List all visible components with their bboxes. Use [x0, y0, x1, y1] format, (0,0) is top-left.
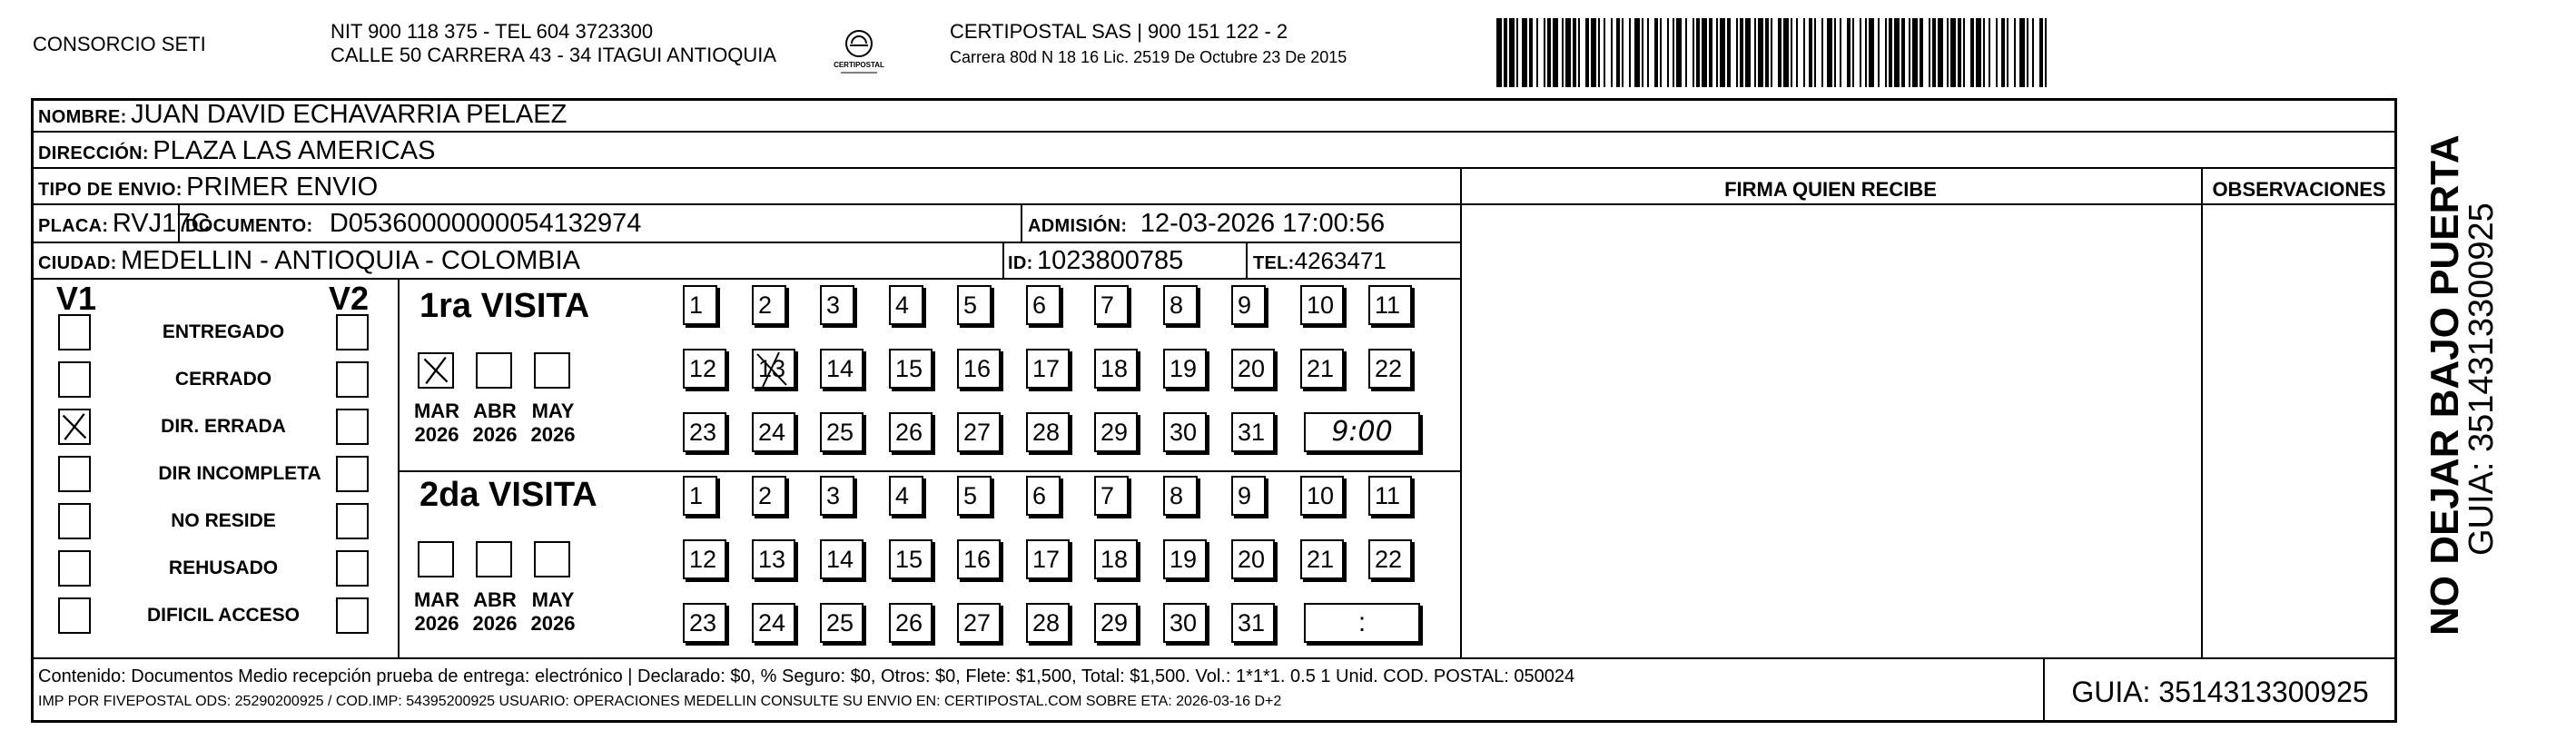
admision-field [1028, 210, 1385, 242]
visit1-day-number: 7 [1100, 291, 1115, 319]
visit1-day-number: 21 [1307, 355, 1335, 382]
x-mark-icon [419, 354, 452, 387]
ciudad-label: CIUDAD: [38, 253, 117, 273]
visit1-day-number: 17 [1032, 355, 1061, 382]
side-guia: GUIA: 3514313300925 [2462, 202, 2501, 556]
barcode-bar [1809, 18, 1812, 87]
visit1-day-box[interactable] [957, 412, 1001, 452]
barcode-bar [1745, 18, 1751, 87]
visit2-day-box[interactable] [752, 539, 795, 579]
barcode-bar [1676, 18, 1682, 87]
observaciones-label: OBSERVACIONES [2212, 178, 2386, 201]
visit1-day-number: 25 [826, 419, 854, 446]
barcode-bar [1989, 18, 1990, 87]
barcode-bar [1598, 18, 1600, 87]
barcode-bar [1562, 18, 1564, 87]
barcode-bar [1754, 18, 1756, 87]
tipo-envio-row [38, 173, 378, 205]
visit2-day-number: 31 [1238, 609, 1266, 637]
visit2-day-box[interactable] [1094, 603, 1138, 643]
barcode-bar [1996, 18, 1998, 87]
barcode-bar [2014, 18, 2016, 87]
visit2-day-number: 8 [1170, 482, 1184, 509]
visit1-day-number: 28 [1032, 419, 1061, 446]
barcode-bar [2019, 18, 2025, 87]
visit1-day-number: 20 [1238, 355, 1266, 382]
visit2-day-number: 4 [895, 482, 910, 509]
barcode-bar [1840, 18, 1841, 87]
month-checkbox-mar[interactable] [418, 352, 454, 389]
barcode-bar [1604, 18, 1605, 87]
visit2-day-number: 18 [1100, 546, 1129, 573]
barcode-bar [1654, 18, 1658, 87]
visit1-day-box[interactable] [683, 412, 726, 452]
barcode-bar [1909, 18, 1910, 87]
status-option-label: NO RESIDE [171, 510, 276, 531]
visit1-day-number: 5 [963, 291, 978, 319]
barcode-bar [1970, 18, 1974, 87]
barcode-bar [1878, 18, 1880, 87]
footer-print-info: IMP POR FIVEPOSTAL ODS: 25290200925 / COD.IMP: 54395200925 USUARIO: OPERACIONES MEDELLIN CONSULTE SU ENVIO EN: CERTIPOSTAL.COM SOBRE ETA: 2026-03-16 D+2 [38, 694, 1282, 709]
visit2-day-number: 1 [689, 482, 704, 509]
barcode-bar [1720, 18, 1725, 87]
visit1-day-number: 13 [758, 355, 786, 382]
visit1-day-number: 8 [1170, 291, 1184, 319]
barcode-bar [1716, 18, 1718, 87]
month-checkbox-mar[interactable] [418, 541, 454, 577]
barcode-bar [1616, 18, 1620, 87]
barcode-bar [1869, 18, 1874, 87]
visit1-day-number: 27 [963, 419, 992, 446]
visit1-day-number: 19 [1170, 355, 1198, 382]
visit2-day-box[interactable] [1231, 603, 1275, 643]
month-checkbox-abr[interactable] [476, 352, 512, 389]
visit2-day-number: 12 [689, 546, 717, 573]
v1-checkbox[interactable] [58, 503, 91, 539]
barcode-bar [1834, 18, 1836, 87]
barcode-bar [1504, 18, 1507, 87]
visit1-day-box[interactable] [1163, 412, 1207, 452]
tel-value: 4263471 [1294, 247, 1387, 274]
documento-label: DOCUMENTO: [185, 216, 313, 236]
visit1-day-number: 3 [826, 291, 841, 319]
visit1-day-number: 1 [689, 291, 704, 319]
barcode-bar [1821, 18, 1823, 87]
barcode-bar [1827, 18, 1832, 87]
v2-checkbox[interactable] [336, 314, 369, 350]
month-label-may: MAY 2026 [530, 588, 576, 635]
visit2-day-box[interactable] [683, 603, 726, 643]
visit1-day-number: 29 [1100, 419, 1129, 446]
visit2-day-box[interactable] [820, 476, 854, 516]
status-option-label: DIR. ERRADA [161, 416, 286, 437]
visit1-day-box[interactable] [1026, 412, 1070, 452]
visit2-day-box[interactable] [1163, 539, 1207, 579]
barcode-bar [1622, 18, 1624, 87]
month-label-mar: MAR 2026 [413, 400, 460, 446]
visit2-day-number: 19 [1170, 546, 1198, 573]
visit1-day-number: 14 [826, 355, 854, 382]
svg-text:CERTIPOSTAL: CERTIPOSTAL [834, 61, 884, 69]
visit2-day-box[interactable] [1231, 476, 1266, 516]
visit2-day-box[interactable] [1300, 539, 1344, 579]
visit2-day-box[interactable] [1368, 476, 1412, 516]
visit1-day-box[interactable] [1094, 349, 1138, 389]
v1-checkbox[interactable] [58, 409, 91, 445]
barcode-bar [1693, 18, 1694, 87]
barcode-bar [1516, 18, 1518, 87]
barcode-bar [1565, 18, 1571, 87]
barcode-bar [1938, 18, 1943, 87]
address-line: CALLE 50 CARRERA 43 - 34 ITAGUI ANTIOQUIA [331, 44, 777, 66]
visit1-day-number: 22 [1375, 355, 1403, 382]
visit1-day-box[interactable] [752, 285, 786, 325]
visit1-day-box[interactable] [1300, 285, 1344, 325]
v1-checkbox[interactable] [58, 361, 91, 398]
v1-checkbox[interactable] [58, 597, 91, 634]
visit2-day-box[interactable] [1231, 539, 1275, 579]
visit1-day-box[interactable] [1368, 349, 1412, 389]
barcode-bar [1920, 18, 1923, 87]
v2-checkbox[interactable] [336, 550, 369, 587]
visit1-day-number: 15 [895, 355, 923, 382]
barcode-bar [1740, 18, 1743, 87]
visit2-day-box[interactable] [957, 603, 1001, 643]
visit1-day-number: 4 [895, 291, 910, 319]
month-label-abr: ABR 2026 [472, 588, 518, 635]
visit2-title: 2da VISITA [419, 476, 597, 514]
visit1-day-box[interactable] [1368, 285, 1412, 325]
visit1-day-box[interactable] [889, 349, 933, 389]
barcode-bar [1847, 18, 1851, 87]
visit1-day-box[interactable] [752, 349, 795, 389]
barcode-bar [1727, 18, 1731, 87]
visit2-day-box[interactable] [1094, 476, 1129, 516]
barcode-bar [1983, 18, 1985, 87]
barcode-bar [1791, 18, 1792, 87]
visit2-day-box[interactable] [1368, 539, 1412, 579]
barcode-bar [1894, 18, 1900, 87]
visit1-day-box[interactable] [1026, 349, 1070, 389]
visit2-day-box[interactable] [957, 476, 992, 516]
visit1-day-box[interactable] [752, 412, 795, 452]
id-value: 1023800785 [1037, 246, 1184, 275]
barcode-bar [1611, 18, 1613, 87]
tel-label: TEL: [1253, 253, 1295, 273]
barcode-bar [1647, 18, 1649, 87]
side-warning: NO DEJAR BAJO PUERTA [2423, 134, 2467, 636]
visit1-day-box[interactable] [889, 285, 923, 325]
visit1-day-box[interactable] [1163, 285, 1198, 325]
barcode-bar [1765, 18, 1769, 87]
visit2-day-box[interactable] [1163, 476, 1198, 516]
barcode-bar [1736, 18, 1738, 87]
visit2-day-box[interactable] [1094, 539, 1138, 579]
barcode-bar [1629, 18, 1631, 87]
visit1-day-number: 11 [1375, 291, 1401, 319]
v1-checkbox[interactable] [58, 314, 91, 350]
visit2-day-box[interactable] [957, 539, 1001, 579]
visit1-day-box[interactable] [683, 285, 717, 325]
tel-field [1253, 247, 1387, 279]
visit2-day-box[interactable] [1026, 476, 1061, 516]
visit2-day-box[interactable] [683, 476, 717, 516]
barcode-bar [1660, 18, 1662, 87]
visit1-day-box[interactable] [820, 349, 864, 389]
barcode-bar [1496, 18, 1502, 87]
visit2-day-number: 11 [1375, 482, 1401, 509]
tipo-envio-value: PRIMER ENVIO [186, 173, 379, 202]
visit1-day-number: 9 [1238, 291, 1252, 319]
barcode-bar [1547, 18, 1551, 87]
visit1-day-box[interactable] [1300, 349, 1344, 389]
barcode-bar [1634, 18, 1640, 87]
barcode-bar [1932, 18, 1936, 87]
visit2-day-number: 5 [963, 482, 978, 509]
v1-label: V1 [56, 280, 97, 317]
barcode-bar [1536, 18, 1538, 87]
nombre-label: NOMBRE: [38, 107, 127, 127]
nombre-value: JUAN DAVID ECHAVARRIA PELAEZ [131, 100, 568, 129]
barcode-bar [1901, 18, 1905, 87]
visit2-day-box[interactable] [1300, 476, 1344, 516]
placa-field [38, 210, 210, 242]
footer-content: Contenido: Documentos Medio recepción prueba de entrega: electrónico | Declarado: $0, % Seguro: $0, Otros: $0, Flete: $1,500, Total: $1,500. Vol.: 1*1*1. 0.5 1 Unid. COD. POSTAL: 050024 [38, 666, 1575, 686]
visit2-day-number: 10 [1307, 482, 1335, 509]
v2-label: V2 [329, 280, 370, 317]
visit2-day-box[interactable] [1026, 603, 1070, 643]
direccion-label: DIRECCIÓN: [38, 143, 149, 163]
barcode-bar [1573, 18, 1576, 87]
v2-checkbox[interactable] [336, 361, 369, 398]
visit2-day-number: 29 [1100, 609, 1129, 637]
visit1-day-number: 18 [1100, 355, 1129, 382]
barcode-bar [1783, 18, 1789, 87]
barcode-bar [1796, 18, 1798, 87]
visit2-day-box[interactable] [683, 539, 726, 579]
visit1-day-number: 10 [1307, 291, 1335, 319]
admision-label: ADMISIÓN: [1028, 216, 1128, 236]
visit1-day-number: 12 [689, 355, 717, 382]
direccion-row [38, 137, 435, 169]
visit2-day-box[interactable] [889, 476, 923, 516]
barcode-bar [2032, 18, 2034, 87]
firma-label: FIRMA QUIEN RECIBE [1724, 178, 1937, 201]
documento-field [185, 210, 641, 242]
nit-line: NIT 900 118 375 - TEL 604 3723300 [331, 20, 654, 43]
v2-checkbox[interactable] [336, 409, 369, 445]
barcode-bar [1778, 18, 1781, 87]
v1-checkbox[interactable] [58, 550, 91, 587]
ciudad-field [38, 247, 580, 279]
barcode-bar [1529, 18, 1533, 87]
visit1-day-number: 30 [1170, 419, 1198, 446]
visit2-day-number: 27 [963, 609, 992, 637]
visit1-day-box[interactable] [1231, 285, 1266, 325]
visit2-day-number: 17 [1032, 546, 1061, 573]
barcode-bar [1544, 18, 1545, 87]
barcode-bar [1667, 18, 1669, 87]
admision-value: 12-03-2026 17:00:56 [1140, 209, 1386, 238]
visit2-day-number: 9 [1238, 482, 1252, 509]
visit2-day-number: 15 [895, 546, 923, 573]
barcode-bar [1976, 18, 1981, 87]
visit1-day-box[interactable] [1094, 285, 1129, 325]
status-option-label: ENTREGADO [162, 321, 285, 342]
visit2-day-number: 21 [1307, 546, 1335, 573]
direccion-value: PLAZA LAS AMERICAS [153, 136, 436, 165]
visit1-day-box[interactable] [1163, 349, 1207, 389]
barcode-bar [1929, 18, 1930, 87]
visit1-day-number: 31 [1238, 419, 1266, 446]
barcode-bar [1673, 18, 1674, 87]
visit2-day-box[interactable] [889, 539, 933, 579]
barcode-bar [1814, 18, 1816, 87]
status-option-label: REHUSADO [168, 558, 279, 578]
barcode-bar [1642, 18, 1643, 87]
barcode-bar [2039, 18, 2043, 87]
visit1-day-number: 2 [758, 291, 773, 319]
nombre-row [38, 101, 567, 133]
placa-value: RVJ17C [112, 209, 211, 238]
visit2-day-box[interactable] [1026, 539, 1070, 579]
visit2-day-number: 22 [1375, 546, 1403, 573]
barcode-bar [2045, 18, 2047, 87]
visit1-day-box[interactable] [820, 285, 854, 325]
visit1-day-number: 23 [689, 419, 717, 446]
tipo-envio-label: TIPO DE ENVIO: [38, 180, 183, 200]
carrier-line: CERTIPOSTAL SAS | 900 151 122 - 2 [950, 20, 1288, 43]
visit1-day-box[interactable] [1231, 412, 1275, 452]
visit1-day-box[interactable] [957, 285, 992, 325]
visit1-day-number: 6 [1032, 291, 1047, 319]
month-label-mar: MAR 2026 [413, 588, 460, 635]
visit1-day-box[interactable] [889, 412, 933, 452]
v2-checkbox[interactable] [336, 597, 369, 634]
barcode-bar [1685, 18, 1687, 87]
status-option-label: CERRADO [174, 369, 272, 390]
id-label: ID: [1008, 253, 1033, 273]
id-field [1008, 247, 1183, 279]
barcode-bar [1860, 18, 1861, 87]
month-label-may: MAY 2026 [530, 400, 576, 446]
barcode-bar [1509, 18, 1515, 87]
visit2-day-box[interactable] [889, 603, 933, 643]
status-option-label: DIFICIL ACCESO [146, 605, 300, 626]
visit2-day-number: 7 [1100, 482, 1115, 509]
visit2-day-number: 28 [1032, 609, 1061, 637]
visit1-day-box[interactable] [1026, 285, 1061, 325]
visit2-day-box[interactable] [752, 603, 795, 643]
ciudad-value: MEDELLIN - ANTIOQUIA - COLOMBIA [121, 246, 580, 275]
visit2-day-number: 24 [758, 609, 786, 637]
visit2-day-box[interactable] [820, 539, 864, 579]
barcode-bar [1696, 18, 1700, 87]
visit2-day-box[interactable] [820, 603, 864, 643]
barcode-bar [1912, 18, 1918, 87]
barcode-bar [1885, 18, 1887, 87]
barcode-bar [1522, 18, 1527, 87]
certipostal-logo [834, 25, 884, 80]
barcode-bar [2001, 18, 2005, 87]
barcode-bar [1950, 18, 1956, 87]
barcode-bar [1709, 18, 1712, 87]
visit2-day-number: 2 [758, 482, 773, 509]
status-option-label: DIR INCOMPLETA [158, 463, 321, 484]
visit2-day-number: 20 [1238, 546, 1266, 573]
visit1-day-number: 16 [963, 355, 992, 382]
visit2-day-number: 6 [1032, 482, 1047, 509]
x-mark-icon [60, 410, 89, 443]
v2-checkbox[interactable] [336, 456, 369, 492]
barcode-bar [1585, 18, 1589, 87]
barcode-bar [1591, 18, 1596, 87]
barcode-bar [1958, 18, 1961, 87]
company-name: CONSORCIO SETI [33, 33, 206, 55]
barcode-bar [1803, 18, 1805, 87]
month-label-abr: ABR 2026 [472, 400, 518, 446]
visit2-day-number: 25 [826, 609, 854, 637]
visit1-day-box[interactable] [1094, 412, 1138, 452]
visit1-day-number: 26 [895, 419, 923, 446]
visit1-day-box[interactable] [820, 412, 864, 452]
visit2-time[interactable]: : [1304, 603, 1420, 643]
barcode [1496, 18, 2223, 87]
visit1-title: 1ra VISITA [419, 287, 590, 325]
month-checkbox-abr[interactable] [476, 541, 512, 577]
visit2-day-number: 16 [963, 546, 992, 573]
visit1-day-number: 24 [758, 419, 786, 446]
barcode-bar [1702, 18, 1707, 87]
visit2-day-box[interactable] [1163, 603, 1207, 643]
visit1-day-box[interactable] [957, 349, 1001, 389]
barcode-bar [1852, 18, 1854, 87]
barcode-bar [2007, 18, 2008, 87]
visit1-day-box[interactable] [1231, 349, 1275, 389]
v2-checkbox[interactable] [336, 503, 369, 539]
month-checkbox-may[interactable] [534, 352, 570, 389]
visit2-day-number: 13 [758, 546, 786, 573]
month-checkbox-may[interactable] [534, 541, 570, 577]
visit2-day-box[interactable] [752, 476, 786, 516]
visit2-day-number: 30 [1170, 609, 1198, 637]
barcode-bar [1947, 18, 1949, 87]
barcode-bar [1771, 18, 1772, 87]
visit1-time[interactable]: 9:00 [1304, 412, 1420, 452]
footer-guia: GUIA: 3514313300925 [2071, 676, 2369, 708]
barcode-bar [1963, 18, 1965, 87]
barcode-bar [1758, 18, 1763, 87]
v1-checkbox[interactable] [58, 456, 91, 492]
visit2-day-number: 26 [895, 609, 923, 637]
visit1-day-box[interactable] [683, 349, 726, 389]
license-line: Carrera 80d N 18 16 Lic. 2519 De Octubre 23 De 2015 [950, 48, 1347, 66]
barcode-bar [1865, 18, 1867, 87]
visit2-day-number: 14 [826, 546, 854, 573]
barcode-bar [2027, 18, 2028, 87]
documento-value: D05360000000054132974 [329, 209, 642, 238]
visit2-day-number: 3 [826, 482, 841, 509]
barcode-bar [1578, 18, 1580, 87]
visit2-day-number: 23 [689, 609, 717, 637]
barcode-bar [1889, 18, 1892, 87]
barcode-bar [1553, 18, 1558, 87]
placa-label: PLACA: [38, 216, 109, 236]
